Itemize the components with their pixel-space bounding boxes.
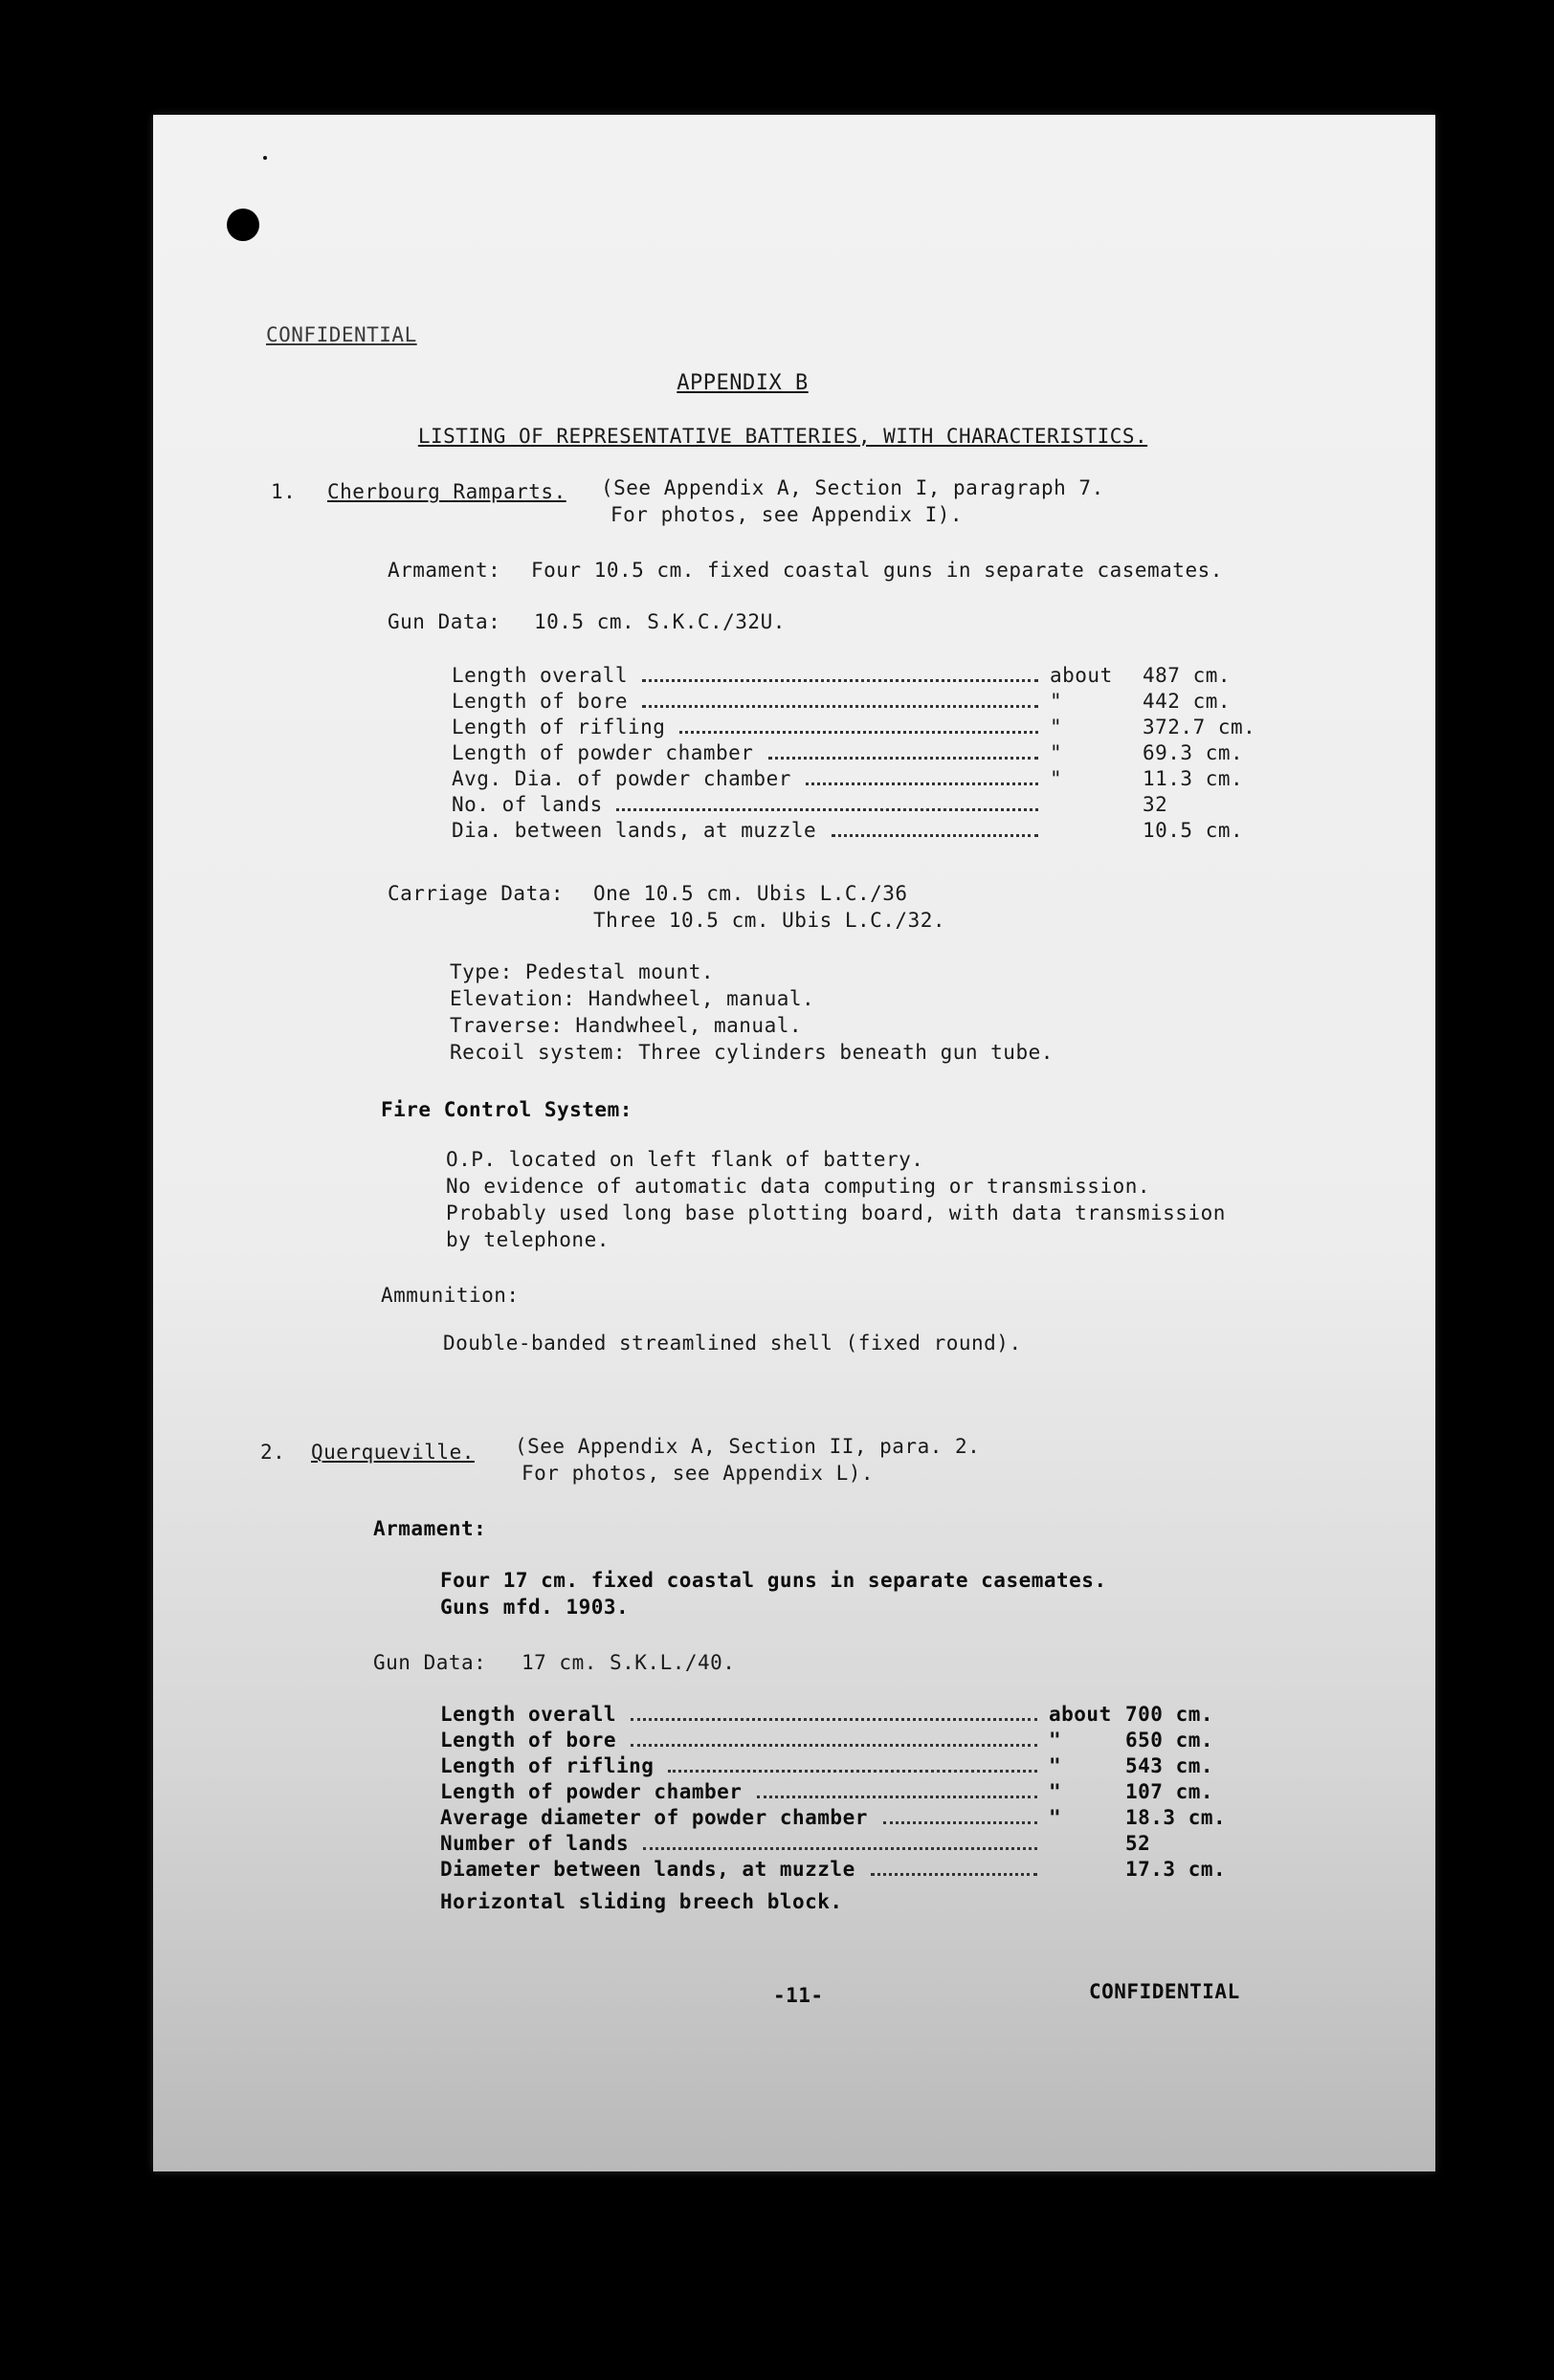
spec-value: 10.5 cm. [1143, 819, 1244, 842]
section1-ref-line1: (See Appendix A, Section I, paragraph 7. [601, 476, 1104, 499]
spec-label: Length of powder chamber [440, 1780, 743, 1803]
dot-leader [616, 808, 1038, 811]
spec-label: Average diameter of powder chamber [440, 1806, 868, 1829]
section1-carriage-line1: One 10.5 cm. Ubis L.C./36 [593, 882, 908, 905]
spec-row [440, 1858, 1254, 1884]
spec-label: Length overall [452, 664, 629, 687]
dot-leader [806, 782, 1038, 785]
spec-value: 69.3 cm. [1143, 741, 1244, 764]
spec-qualifier: " [1049, 1780, 1062, 1803]
section1-fire-line-3: Probably used long base plotting board, with data transmission [446, 1201, 1226, 1224]
dot-leader [642, 679, 1038, 682]
spec-label: Length of powder chamber [452, 741, 754, 764]
spec-value: 52 [1125, 1832, 1151, 1855]
spec-value: 372.7 cm. [1143, 716, 1256, 738]
dot-leader [679, 731, 1038, 734]
section1-fire-line-1: O.P. located on left flank of battery. [446, 1148, 924, 1171]
spec-qualifier: " [1049, 1806, 1062, 1829]
spec-value: 18.3 cm. [1125, 1806, 1227, 1829]
spec-label: No. of lands [452, 793, 603, 816]
dot-leader [757, 1796, 1037, 1798]
dot-leader [871, 1873, 1037, 1876]
section1-carriage-line2: Three 10.5 cm. Ubis L.C./32. [593, 909, 946, 932]
spec-value: 650 cm. [1125, 1729, 1214, 1752]
section2-breech-line: Horizontal sliding breech block. [440, 1890, 843, 1913]
section2-armament-line2: Guns mfd. 1903. [440, 1596, 630, 1619]
listing-title: LISTING OF REPRESENTATIVE BATTERIES, WITH CHARACTERISTICS. [417, 425, 1148, 448]
spec-label: Avg. Dia. of powder chamber [452, 767, 791, 790]
spec-row [440, 1806, 1254, 1833]
section1-fire-control-label: Fire Control System: [381, 1098, 633, 1121]
spec-label: Dia. between lands, at muzzle [452, 819, 817, 842]
punch-hole [227, 209, 259, 241]
section2-armament-label: Armament: [373, 1517, 487, 1540]
section2-armament-line1: Four 17 cm. fixed coastal guns in separate casemates. [440, 1569, 1107, 1592]
section2-ref-line1: (See Appendix A, Section II, para. 2. [515, 1435, 981, 1458]
dot-leader [631, 1744, 1037, 1747]
spec-label: Number of lands [440, 1832, 630, 1855]
speck [263, 156, 267, 160]
spec-value: 543 cm. [1125, 1754, 1214, 1777]
spec-row [440, 1729, 1254, 1755]
spec-row [452, 716, 1255, 742]
dot-leader [631, 1718, 1037, 1721]
dot-leader [832, 834, 1038, 837]
section1-elevation-line: Elevation: Handwheel, manual. [450, 987, 815, 1010]
dot-leader [643, 1847, 1037, 1850]
spec-label: Length of bore [452, 690, 629, 713]
section1-type-line: Type: Pedestal mount. [450, 960, 715, 983]
spec-label: Length of bore [440, 1729, 617, 1752]
spec-qualifier: about [1049, 1703, 1112, 1726]
spec-value: 107 cm. [1125, 1780, 1214, 1803]
header-confidential-stamp: CONFIDENTIAL [266, 323, 417, 346]
section2-ref-line2: For photos, see Appendix L). [522, 1462, 875, 1485]
section2-gun-data-label: Gun Data: [373, 1651, 487, 1674]
section1-recoil-line: Recoil system: Three cylinders beneath gun tube. [450, 1041, 1054, 1064]
spec-row [452, 690, 1255, 716]
section1-spec-table [452, 664, 1255, 855]
spec-label: Length overall [440, 1703, 617, 1726]
spec-value: 17.3 cm. [1125, 1858, 1227, 1881]
spec-qualifier: " [1049, 1729, 1062, 1752]
spec-row [452, 819, 1255, 846]
footer-confidential-stamp: CONFIDENTIAL [1089, 1980, 1240, 2003]
spec-qualifier: " [1049, 1754, 1062, 1777]
section1-name: Cherbourg Ramparts. [327, 480, 566, 503]
section1-ammunition-label: Ammunition: [381, 1284, 520, 1307]
section1-ammunition-text: Double-banded streamlined shell (fixed round). [443, 1332, 1022, 1355]
dot-leader [768, 757, 1038, 760]
spec-row [452, 741, 1255, 768]
appendix-title: APPENDIX B [677, 371, 809, 395]
section1-fire-line-2: No evidence of automatic data computing or transmission. [446, 1175, 1151, 1198]
section2-number: 2. [260, 1441, 286, 1464]
spec-value: 700 cm. [1125, 1703, 1214, 1726]
dot-leader [883, 1821, 1037, 1824]
spec-value: 11.3 cm. [1143, 767, 1244, 790]
spec-qualifier: " [1050, 690, 1063, 713]
section1-traverse-line: Traverse: Handwheel, manual. [450, 1014, 803, 1037]
spec-row [452, 767, 1255, 794]
spec-row [452, 793, 1255, 820]
section1-carriage-label: Carriage Data: [388, 882, 565, 905]
spec-label: Length of rifling [440, 1754, 655, 1777]
spec-row [440, 1754, 1254, 1781]
spec-qualifier: " [1050, 741, 1063, 764]
section1-armament-label: Armament: [388, 559, 501, 582]
page-number: -11- [773, 1984, 824, 2007]
spec-row [440, 1832, 1254, 1859]
spec-value: 442 cm. [1143, 690, 1232, 713]
spec-label: Length of rifling [452, 716, 666, 738]
spec-row [440, 1703, 1254, 1730]
spec-value: 32 [1143, 793, 1168, 816]
section1-armament-text: Four 10.5 cm. fixed coastal guns in separate casemates. [531, 559, 1223, 582]
section1-ref-line2: For photos, see Appendix I). [610, 503, 964, 526]
section2-gun-data-text: 17 cm. S.K.L./40. [522, 1651, 736, 1674]
section2-name: Querqueville. [311, 1441, 475, 1464]
spec-value: 487 cm. [1143, 664, 1232, 687]
spec-qualifier: about [1050, 664, 1113, 687]
section1-number: 1. [271, 480, 297, 503]
section1-fire-line-4: by telephone. [446, 1228, 610, 1251]
spec-label: Diameter between lands, at muzzle [440, 1858, 855, 1881]
dot-leader [668, 1770, 1037, 1773]
spec-qualifier: " [1050, 767, 1063, 790]
spec-row [452, 664, 1255, 691]
section1-gun-data-text: 10.5 cm. S.K.C./32U. [534, 610, 786, 633]
section1-gun-data-label: Gun Data: [388, 610, 501, 633]
section2-spec-table [440, 1703, 1254, 1894]
spec-row [440, 1780, 1254, 1807]
spec-qualifier: " [1050, 716, 1063, 738]
dot-leader [642, 705, 1038, 708]
